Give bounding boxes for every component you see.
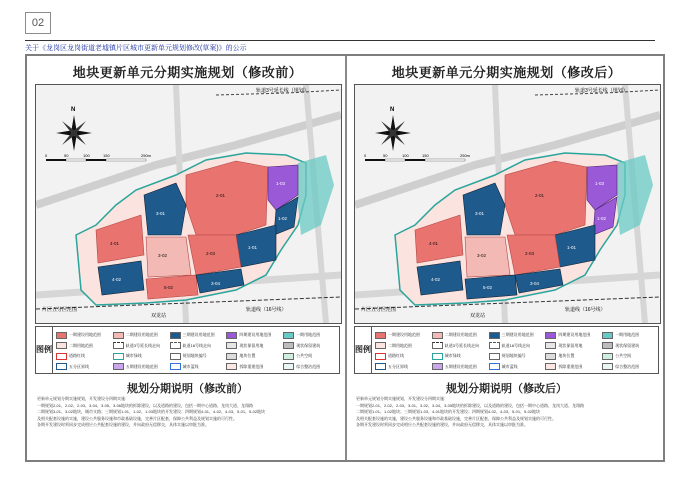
block-label: 1-02 — [597, 216, 607, 221]
legend-item: 城市绿线 — [113, 351, 168, 362]
legend-item: 一期建设用地范围 — [56, 330, 111, 341]
scale-label: 150 — [103, 153, 110, 158]
north-label: N — [71, 107, 76, 113]
legend-item: 规划地块编号 — [489, 351, 544, 362]
legend-item: 五分区界线 — [375, 362, 430, 373]
rail-line-label: 轨道3号延长线（规划） — [575, 88, 628, 94]
legend-item: 四期建设用地范围 — [545, 330, 600, 341]
block-label: 1-03 — [595, 181, 605, 186]
note-body — [356, 396, 656, 429]
legend-item: 五期建设用地范围 — [432, 362, 487, 373]
block-label: 2-03 — [206, 251, 216, 256]
legend-item: 三期建设用地范围 — [489, 330, 544, 341]
note-line: 各期开发建设时须同步完成相应公共配套设施的建设，并向政府无偿移交，具体实施以审批为准。 — [356, 422, 528, 427]
scale-label: 50 — [64, 153, 69, 158]
block-label: 5-02 — [164, 285, 174, 290]
legend-item: 现状保留用地 — [226, 341, 281, 352]
legend-item: 一期用地范围 — [602, 330, 657, 341]
legend-item: 综合整治范围 — [602, 362, 657, 373]
legend-item: 二期建设用地范围 — [432, 330, 487, 341]
legend-grid — [375, 330, 657, 372]
legend-item: 二期用地范围 — [375, 341, 430, 352]
legend-item: 三期建设用地范围 — [170, 330, 225, 341]
district-label: 片区五分区范围 — [361, 307, 397, 313]
note-line: 更新单元规划分期实施规划，开发建设分四期实施： — [37, 396, 129, 401]
legend-item: 一期建设用地范围 — [375, 330, 430, 341]
legend-item: 地块位置 — [226, 351, 281, 362]
legend-item: 现状保留用地 — [545, 341, 600, 352]
legend-item: 拆除重建范围 — [226, 362, 281, 373]
scale-label: 0 — [45, 153, 48, 158]
site-map-drawing — [355, 85, 660, 323]
legend-item: 拆除重建范围 — [545, 362, 600, 373]
scale-label: 250m — [141, 153, 152, 158]
legend-heading: 图例 — [355, 327, 372, 373]
legend-item: 轨道16号线走向 — [489, 341, 544, 352]
legend-item: 现状保留建筑 — [602, 341, 657, 352]
legend-heading: 图例 — [36, 327, 53, 373]
block-label: 1-01 — [248, 245, 258, 250]
block-label: 1-03 — [276, 181, 286, 186]
legend-item: 五分区界线 — [56, 362, 111, 373]
block-label: 3-02 — [477, 253, 487, 258]
legend-item: 公共空间 — [602, 351, 657, 362]
note-line: 更新单元规划分期实施规划，开发建设分四期实施： — [356, 396, 448, 401]
scale-label: 100 — [402, 153, 409, 158]
block-label: 4-01 — [429, 241, 439, 246]
north-label: N — [390, 107, 395, 113]
note-title: 规划分期说明（修改前） — [127, 383, 248, 395]
station-label: 双龙站 — [470, 313, 486, 319]
scale-label: 0 — [364, 153, 367, 158]
legend-item: 城市绿线 — [432, 351, 487, 362]
block-label: 4-01 — [110, 241, 120, 246]
legend-item: 道路红线 — [375, 351, 430, 362]
legend-item: 轨道3号延长线走向 — [432, 341, 487, 352]
site-map-drawing — [36, 85, 341, 323]
legend-item: 五期建设用地范围 — [113, 362, 168, 373]
note-line: 各期开发建设时须同步完成相应公共配套设施的建设，并向政府无偿移交，具体实施以审批为准。 — [37, 422, 209, 427]
panel-title: 地块更新单元分期实施规划（修改后） — [391, 65, 622, 80]
legend-item: 现状保留建筑 — [283, 341, 338, 352]
legend-item: 公共空间 — [283, 351, 338, 362]
block-label: 4-02 — [431, 277, 441, 282]
block-label: 2-01 — [216, 193, 226, 198]
legend-item: 道路红线 — [56, 351, 111, 362]
panel-before — [29, 56, 346, 460]
block-label: 3-01 — [156, 211, 166, 216]
note-line: 一期规划2-01、2-02、2-03、3-04、3-05、3-06地块的拆除建设，以及道路的建设，包括一期中心道路、龙岗大道、龙翔路 — [37, 402, 254, 408]
block-label: 3-04 — [530, 281, 540, 286]
scale-label: 100 — [83, 153, 90, 158]
note-line: 二期规划1-01、1-02地块；三期规划1-03、4-01地块的开发建设；四期规划4-02、4-03、5-01、5-02地块 — [356, 409, 541, 414]
rail-line-label: 轨道3号延长线（规划） — [256, 88, 309, 94]
block-label: 2-03 — [525, 251, 535, 256]
page-number: 02 — [25, 12, 51, 34]
legend-item: 四期建设用地范围 — [226, 330, 281, 341]
block-label: 1-01 — [567, 245, 577, 250]
legend-item: 城市蓝线 — [170, 362, 225, 373]
announcement-caption[interactable]: 关于《龙岗区龙岗街道老墟镇片区城市更新单元规划修改(草案)》的公示 — [25, 45, 247, 52]
plan-sheet — [25, 54, 665, 462]
rail-line-bottom-label: 轨道线（16号线） — [246, 307, 287, 313]
legend-item: 城市蓝线 — [489, 362, 544, 373]
panel-title: 地块更新单元分期实施规划（修改前） — [72, 65, 303, 80]
legend-item: 规划地块编号 — [170, 351, 225, 362]
note-line: 二期规划3-01、3-02地块，城市支路；三期规划1-01、1-02、1-03地块的开发建设；四期规划4-01、4-02、4-03、5-01、5-02地块 — [37, 409, 266, 414]
legend-item: 轨道3号延长线走向 — [113, 341, 168, 352]
scale-label: 250m — [460, 153, 471, 158]
block-label: 2-01 — [535, 193, 545, 198]
legend-grid — [56, 330, 338, 372]
note-body — [37, 396, 337, 429]
legend-item: 二期用地范围 — [56, 341, 111, 352]
station-label: 双龙站 — [151, 313, 167, 319]
top-divider — [25, 40, 655, 41]
legend — [354, 326, 659, 374]
block-label: 1-02 — [278, 216, 288, 221]
legend-item: 综合整治范围 — [283, 362, 338, 373]
note-line: 及相关配套设施的实施，建设公共服务设施和市政基础设施，完善片区配套，保障公共利益及规划实施的可行性。 — [356, 415, 556, 421]
site-map — [354, 84, 661, 324]
block-label: 5-02 — [483, 285, 493, 290]
scale-label: 50 — [383, 153, 388, 158]
block-label: 3-02 — [158, 253, 168, 258]
site-map — [35, 84, 342, 324]
scale-label: 150 — [422, 153, 429, 158]
district-label: 片区五分区范围 — [42, 307, 78, 313]
note-line: 及相关配套设施的实施，建设公共服务设施和市政基础设施，完善片区配套，保障公共利益及规划实施的可行性。 — [37, 415, 237, 421]
block-label: 3-01 — [475, 211, 485, 216]
rail-line-bottom-label: 轨道线（16号线） — [565, 307, 606, 313]
legend-item: 一期用地范围 — [283, 330, 338, 341]
note-title: 规划分期说明（修改后） — [446, 383, 567, 395]
legend — [35, 326, 340, 374]
legend-item: 地块位置 — [545, 351, 600, 362]
block-label: 4-02 — [112, 277, 122, 282]
block-label: 3-04 — [211, 281, 221, 286]
panel-after — [348, 56, 665, 460]
legend-item: 二期建设用地范围 — [113, 330, 168, 341]
legend-item: 轨道16号线走向 — [170, 341, 225, 352]
note-line: 一期规划2-01、2-02、2-03、3-01、3-02、3-04、3-05地块的拆除建设，以及道路的建设，包括一期中心道路、龙岗大道、龙翔路 — [356, 402, 585, 408]
